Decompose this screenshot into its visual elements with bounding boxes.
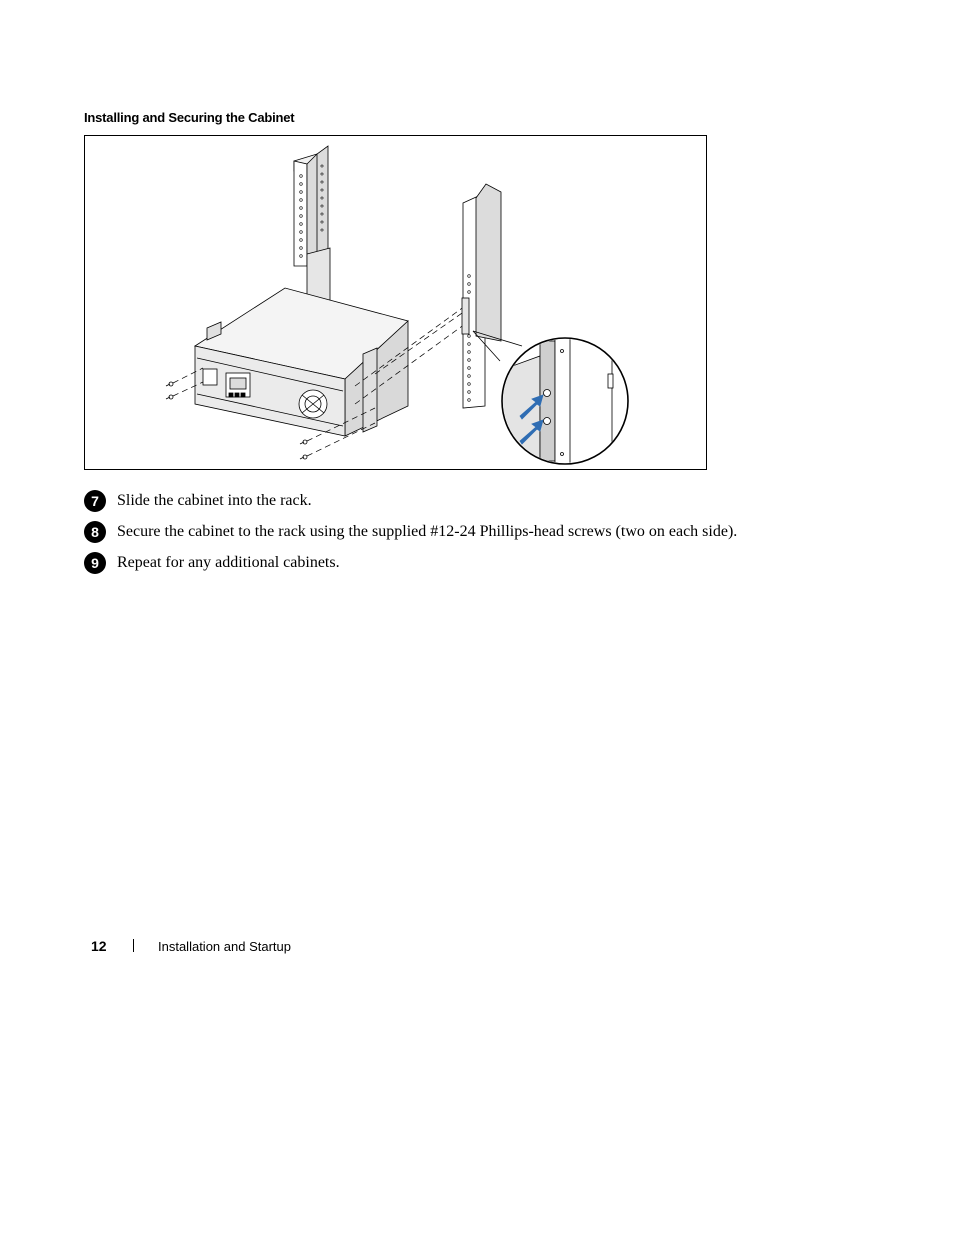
detail-callout (473, 331, 628, 469)
step-item (84, 521, 884, 552)
right-rack-rail (462, 184, 501, 408)
step-number-badge: 8 (84, 521, 106, 543)
step-text: Slide the cabinet into the rack. (117, 492, 312, 509)
rack-installation-diagram (85, 136, 706, 469)
step-text: Repeat for any additional cabinets. (117, 554, 340, 571)
footer-section-title: Installation and Startup (158, 939, 291, 954)
step-number-badge: 7 (84, 490, 106, 512)
step-number-badge: 9 (84, 552, 106, 574)
step-item (84, 552, 884, 583)
figure-title: Installing and Securing the Cabinet (84, 110, 295, 125)
page-number: 12 (91, 938, 107, 954)
step-list (84, 490, 884, 583)
footer-divider (133, 939, 134, 952)
ups-cabinet (195, 288, 408, 436)
step-item (84, 490, 884, 521)
step-text: Secure the cabinet to the rack using the supplied #12-24 Phillips-head screws (two on each side). (117, 523, 738, 540)
figure-illustration (84, 135, 707, 470)
left-rack-rail (294, 146, 330, 312)
